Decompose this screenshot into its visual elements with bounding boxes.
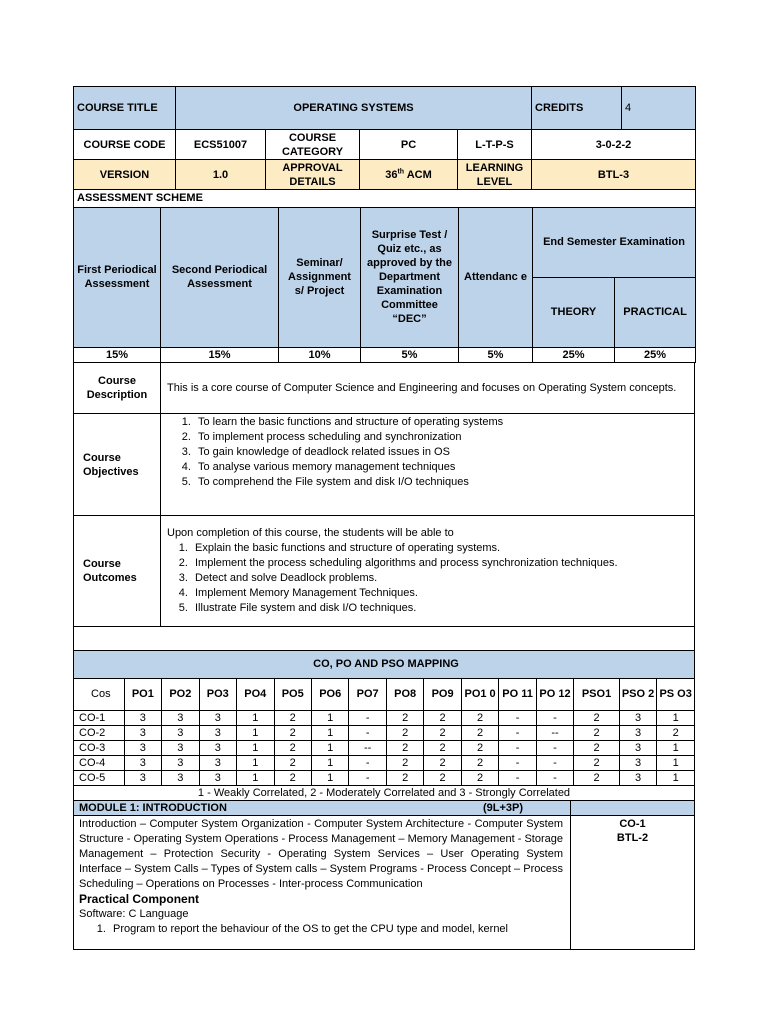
weight-7: 25%: [615, 347, 696, 362]
mapping-cell: 3: [124, 725, 161, 740]
mapping-cell: -: [349, 770, 386, 785]
mapping-cell: -: [499, 725, 536, 740]
mapping-cell: 1: [657, 740, 695, 755]
mapping-cell: 1: [237, 725, 274, 740]
module-title: MODULE 1: INTRODUCTION: [79, 801, 227, 814]
description-label: Course Description: [74, 363, 161, 414]
mapping-cell: 3: [199, 710, 236, 725]
table-row: [74, 740, 695, 755]
mapping-cell: 1: [657, 710, 695, 725]
assessment-col-1: First Periodical Assessment: [74, 207, 161, 347]
ltps-label: L-T-P-S: [458, 130, 532, 160]
course-code: ECS51007: [176, 130, 266, 160]
mapping-header: PO1: [124, 678, 161, 710]
mapping-cell: 2: [461, 710, 498, 725]
assessment-table: [73, 190, 696, 363]
mapping-cell: -: [536, 770, 573, 785]
mapping-cell: 1: [311, 740, 348, 755]
module-content: Introduction – Computer System Organization - Computer System Architecture - Computer System Structure - Operating System Operations - Process Management – Memory Management - Storage Management – Protection Security - Operating System Services – User Operating System Interface – System Calls – Types of System calls – System Programs - Process Concept – Process Scheduling – Operations on Processes - Inter-process Communication: [79, 818, 563, 890]
weight-2: 15%: [161, 347, 279, 362]
mapping-cell: 1: [311, 725, 348, 740]
objectives-list: [164, 415, 691, 490]
mapping-cell: 3: [619, 740, 656, 755]
course-category-label: COURSE CATEGORY: [266, 130, 360, 160]
mapping-cell: 3: [199, 770, 236, 785]
mapping-co-label: CO-5: [74, 770, 125, 785]
list-item: 4. Implement Memory Management Techniques.: [191, 586, 691, 601]
version-label: VERSION: [74, 160, 176, 190]
mapping-cell: 2: [574, 755, 620, 770]
mapping-cell: 2: [424, 725, 461, 740]
mapping-cell: -: [349, 755, 386, 770]
mapping-cell: 3: [619, 710, 656, 725]
co-po-mapping-table: [73, 651, 695, 801]
weight-6: 25%: [533, 347, 615, 362]
mapping-cell: 3: [124, 755, 161, 770]
weight-1: 15%: [74, 347, 161, 362]
assessment-col-2: Second Periodical Assessment: [161, 207, 279, 347]
mapping-header-row: [74, 678, 695, 710]
weight-5: 5%: [459, 347, 533, 362]
course-category: PC: [360, 130, 458, 160]
list-item: 5. Illustrate File system and disk I/O techniques.: [191, 601, 691, 616]
mapping-title: CO, PO AND PSO MAPPING: [74, 651, 695, 678]
mapping-header: PO5: [274, 678, 311, 710]
course-title-label: COURSE TITLE: [74, 87, 176, 130]
mapping-cell: 2: [424, 710, 461, 725]
mapping-cell: 2: [574, 770, 620, 785]
table-row: [74, 755, 695, 770]
mapping-cell: 1: [237, 755, 274, 770]
assessment-col-5: Attendanc e: [459, 207, 533, 347]
mapping-header: PO 11: [499, 678, 536, 710]
mapping-header: PO 12: [536, 678, 573, 710]
mapping-header: PO8: [386, 678, 423, 710]
mapping-cell: 1: [311, 770, 348, 785]
mapping-cell: 2: [657, 725, 695, 740]
syllabus-page: [73, 86, 695, 950]
spacer-row: [74, 627, 695, 651]
mapping-cell: -: [499, 740, 536, 755]
mapping-cell: 3: [162, 740, 199, 755]
outcomes-intro: Upon completion of this course, the students will be able to: [167, 527, 454, 539]
mapping-co-label: CO-2: [74, 725, 125, 740]
module-content-cell: [74, 816, 571, 950]
module-title-side: [571, 801, 695, 816]
table-row: [74, 725, 695, 740]
mapping-cell: 3: [124, 710, 161, 725]
ltps-value: 3-0-2-2: [532, 130, 696, 160]
mapping-cell: -: [499, 770, 536, 785]
mapping-header: PS O3: [657, 678, 695, 710]
mapping-cell: 2: [386, 740, 423, 755]
mapping-cell: -: [536, 710, 573, 725]
approval-label: APPROVAL DETAILS: [266, 160, 360, 190]
list-item: 3. Detect and solve Deadlock problems.: [191, 571, 691, 586]
mapping-body: [74, 710, 695, 785]
mapping-cell: 2: [574, 740, 620, 755]
mapping-cell: 3: [619, 770, 656, 785]
mapping-cell: 2: [461, 740, 498, 755]
mapping-co-label: CO-3: [74, 740, 125, 755]
mapping-cell: -: [349, 710, 386, 725]
mapping-header: PO9: [424, 678, 461, 710]
learning-level-value: BTL-3: [532, 160, 696, 190]
assessment-col-4: Surprise Test / Quiz etc., as approved by the Department Examination Committee “DEC”: [361, 207, 459, 347]
mapping-header: PO3: [199, 678, 236, 710]
mapping-cell: -: [499, 710, 536, 725]
mapping-cell: 2: [274, 755, 311, 770]
outcomes-label: Course Outcomes: [74, 516, 161, 627]
course-code-label: COURSE CODE: [74, 130, 176, 160]
assessment-col-3: Seminar/ Assignment s/ Project: [279, 207, 361, 347]
learning-level-label: LEARNING LEVEL: [458, 160, 532, 190]
mapping-cell: 1: [237, 710, 274, 725]
mapping-cell: 1: [311, 710, 348, 725]
mapping-cell: 2: [461, 725, 498, 740]
credits-value: 4: [622, 87, 696, 130]
mapping-cell: 3: [199, 725, 236, 740]
description-text: This is a core course of Computer Science and Engineering and focuses on Operating System concepts.: [161, 363, 695, 414]
mapping-cell: 2: [424, 740, 461, 755]
module-co: CO-1: [619, 818, 646, 830]
theory-label: THEORY: [533, 277, 615, 347]
mapping-cell: 2: [424, 770, 461, 785]
list-item: 1. Program to report the behaviour of the OS to get the CPU type and model, kernel: [109, 922, 563, 937]
mapping-cell: 2: [424, 755, 461, 770]
mapping-cell: 3: [199, 755, 236, 770]
list-item: 2. Implement the process scheduling algorithms and process synchronization techniques.: [191, 556, 691, 571]
mapping-cell: 3: [619, 755, 656, 770]
mapping-cell: 2: [574, 725, 620, 740]
mapping-cell: 2: [274, 725, 311, 740]
mapping-cell: 3: [162, 755, 199, 770]
module-title-cell: [74, 801, 571, 816]
mapping-cell: 1: [237, 770, 274, 785]
credits-label: CREDITS: [532, 87, 622, 130]
list-item: 1. Explain the basic functions and structure of operating systems.: [191, 541, 691, 556]
practical-software: Software: C Language: [79, 908, 189, 920]
mapping-cell: 2: [461, 770, 498, 785]
mapping-cell: 3: [162, 710, 199, 725]
module-hours: (9L+3P): [483, 801, 524, 814]
module-btl: BTL-2: [616, 832, 649, 844]
mapping-co-label: CO-1: [74, 710, 125, 725]
course-info-table: [73, 363, 695, 652]
mapping-cell: 2: [574, 710, 620, 725]
mapping-header: PSO1: [574, 678, 620, 710]
mapping-cell: 2: [274, 710, 311, 725]
mapping-header: PO2: [162, 678, 199, 710]
table-row: [74, 710, 695, 725]
mapping-cell: 2: [461, 755, 498, 770]
practical-list: [79, 922, 563, 937]
mapping-cell: 3: [124, 740, 161, 755]
list-item: 2. To implement process scheduling and synchronization: [194, 430, 691, 445]
list-item: 5. To comprehend the File system and disk I/O techniques: [194, 475, 691, 490]
practical-title: Practical Component: [79, 892, 200, 906]
mapping-cell: --: [536, 725, 573, 740]
mapping-cell: 1: [311, 755, 348, 770]
mapping-cell: 2: [386, 770, 423, 785]
version-value: 1.0: [176, 160, 266, 190]
module-table: [73, 801, 695, 951]
mapping-header: PO4: [237, 678, 274, 710]
mapping-cell: 2: [386, 710, 423, 725]
approval-value: 36th ACM: [360, 160, 458, 190]
mapping-cell: -: [536, 755, 573, 770]
mapping-header: PO7: [349, 678, 386, 710]
practical-label: PRACTICAL: [615, 277, 696, 347]
end-sem-label: End Semester Examination: [533, 207, 696, 277]
mapping-cell: --: [349, 740, 386, 755]
mapping-cell: 3: [162, 725, 199, 740]
mapping-header: PO6: [311, 678, 348, 710]
mapping-header: Cos: [74, 678, 125, 710]
mapping-cell: 3: [199, 740, 236, 755]
mapping-cell: 2: [386, 725, 423, 740]
mapping-legend: 1 - Weakly Correlated, 2 - Moderately Correlated and 3 - Strongly Correlated: [74, 785, 695, 800]
mapping-header: PO1 0: [461, 678, 498, 710]
objectives-label: Course Objectives: [74, 414, 161, 516]
outcomes-list: [167, 541, 691, 616]
mapping-cell: 2: [274, 770, 311, 785]
assessment-title: ASSESSMENT SCHEME: [74, 190, 696, 207]
list-item: 4. To analyse various memory management techniques: [194, 460, 691, 475]
mapping-cell: 3: [619, 725, 656, 740]
mapping-cell: -: [349, 725, 386, 740]
weight-4: 5%: [361, 347, 459, 362]
list-item: 3. To gain knowledge of deadlock related issues in OS: [194, 445, 691, 460]
course-title: OPERATING SYSTEMS: [176, 87, 532, 130]
mapping-cell: -: [536, 740, 573, 755]
table-row: [74, 770, 695, 785]
mapping-cell: 1: [657, 770, 695, 785]
mapping-cell: -: [499, 755, 536, 770]
mapping-cell: 2: [386, 755, 423, 770]
course-header-table: [73, 86, 696, 190]
mapping-cell: 3: [162, 770, 199, 785]
mapping-header: PSO 2: [619, 678, 656, 710]
mapping-cell: 3: [124, 770, 161, 785]
mapping-cell: 2: [274, 740, 311, 755]
mapping-co-label: CO-4: [74, 755, 125, 770]
mapping-cell: 1: [237, 740, 274, 755]
mapping-cell: 1: [657, 755, 695, 770]
list-item: 1. To learn the basic functions and structure of operating systems: [194, 415, 691, 430]
module-co-cell: [571, 816, 695, 950]
weight-3: 10%: [279, 347, 361, 362]
